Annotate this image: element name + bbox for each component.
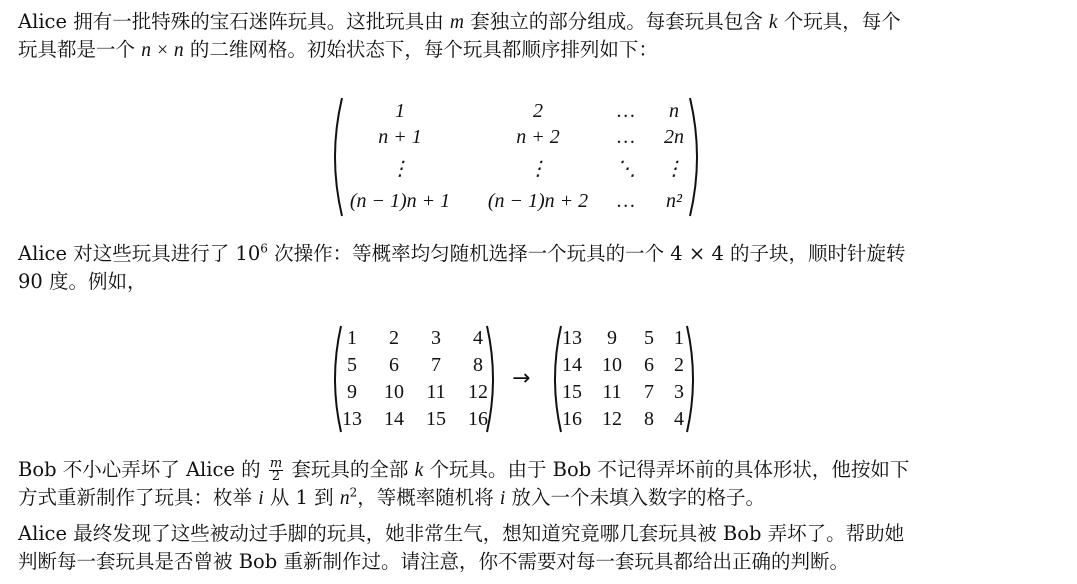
right-paren [684, 324, 700, 434]
matrix-cell: 4 [473, 327, 483, 349]
square-exponent: 2 [349, 485, 358, 500]
matrix-cell: n + 1 [378, 126, 422, 148]
right-paren [686, 96, 706, 218]
power-base: 10 [235, 242, 261, 265]
fraction-m-over-2 [269, 458, 283, 483]
matrix-cell: 5 [347, 354, 357, 376]
matrix-cell: 6 [644, 354, 654, 376]
matrix-cell: 16 [468, 408, 488, 430]
operation-line-2: 90 度。例如， [18, 270, 147, 293]
matrix-cell: 2 [674, 354, 684, 376]
left-paren [326, 96, 346, 218]
matrix-cell: … [617, 100, 635, 122]
matrix-cell: 2 [533, 100, 543, 122]
text-run: 个玩具。由于 Bob 不记得弄坏前的具体形状，他按如下 [423, 458, 910, 481]
matrix-cell: n [669, 100, 679, 122]
matrix-cell: n² [666, 190, 682, 212]
paragraph-intro [18, 8, 1058, 64]
paragraph-operation [18, 240, 1058, 296]
var-m: m [449, 12, 465, 33]
text-run: 放入一个未填入数字的格子。 [505, 486, 766, 509]
text-run: 的子块，顺时针旋转 [723, 242, 906, 265]
matrix-cell: 6 [389, 354, 399, 376]
intro-line-2 [18, 36, 1058, 64]
text-run: 次操作：等概率均匀随机选择一个玩具的一个 [267, 242, 671, 265]
text-run: 方式重新制作了玩具：枚举 [18, 486, 259, 509]
matrix-cell: 2 [389, 327, 399, 349]
matrix-cell: (n − 1)n + 2 [487, 190, 589, 212]
matrix-cell: ⋱ [616, 158, 636, 180]
matrix-cell: 5 [644, 327, 654, 349]
matrix-cell: ⋮ [664, 158, 684, 180]
var-i: i [258, 488, 264, 509]
text-run: 套玩具的全部 [285, 458, 415, 481]
matrix-cell: 14 [562, 354, 582, 376]
matrix-cell: n + 2 [516, 126, 560, 148]
matrix-cell: 11 [426, 381, 446, 403]
matrix-cell: 2n [664, 126, 684, 148]
fraction-denominator: 2 [271, 469, 281, 484]
text-run: Alice 拥有一批特殊的宝石迷阵玩具。这批玩具由 [18, 10, 450, 33]
matrix-cell: 7 [644, 381, 654, 403]
text-run: 套独立的部分组成。每套玩具包含 [464, 10, 769, 33]
matrix-cell: 13 [562, 327, 582, 349]
bob-line-1 [18, 456, 1058, 484]
paragraph-goal [18, 520, 1058, 576]
matrix-cell: 10 [384, 381, 404, 403]
matrix-cell: 15 [562, 381, 582, 403]
intro-line-1 [18, 8, 1058, 36]
var-k: k [414, 460, 424, 481]
matrix-cell: 15 [426, 408, 446, 430]
goal-line-1: Alice 最终发现了这些被动过手脚的玩具，她非常生气，想知道究竟哪几套玩具被 Bob 弄坏了。帮助她 [18, 522, 905, 545]
matrix-cell: 7 [431, 354, 441, 376]
matrix-cell: ⋮ [390, 158, 410, 180]
example-before-matrix [328, 324, 498, 434]
matrix-cell: 1 [395, 100, 405, 122]
matrix-cell: 16 [562, 408, 582, 430]
var-n: n [339, 488, 350, 509]
text-run: 玩具都是一个 [18, 38, 142, 61]
expr-4x4: 4 × 4 [670, 242, 724, 265]
matrix-cell: 1 [347, 327, 357, 349]
text-run: Alice 对这些玩具进行了 [18, 242, 236, 265]
var-i: i [499, 488, 506, 509]
matrix-cell: 14 [384, 408, 404, 430]
matrix-cell: 9 [347, 381, 357, 403]
power-exponent: 6 [260, 241, 268, 256]
goal-line-2: 判断每一套玩具是否曾被 Bob 重新制作过。请注意，你不需要对每一套玩具都给出正确的判断。 [18, 550, 849, 573]
matrix-cell: 1 [674, 327, 684, 349]
initial-grid-matrix [326, 96, 706, 218]
matrix-cell: … [617, 190, 635, 212]
bob-line-2 [18, 484, 1058, 512]
text-run: 的二维网格。初始状态下，每个玩具都顺序排列如下： [183, 38, 658, 61]
fraction-numerator: m [269, 456, 283, 471]
text-run: ，等概率随机将 [357, 486, 500, 509]
example-after-matrix [548, 324, 698, 434]
matrix-cell: … [617, 126, 635, 148]
matrix-cell: 13 [342, 408, 362, 430]
matrix-cell: 4 [674, 408, 684, 430]
matrix-cell: 8 [644, 408, 654, 430]
text-run: 个玩具，每个 [777, 10, 901, 33]
matrix-cell: ⋮ [528, 158, 548, 180]
rotation-arrow: → [512, 366, 531, 391]
expr-n-times-n: n × n [141, 40, 184, 61]
matrix-cell: 9 [607, 327, 617, 349]
text-run: 从 1 到 [263, 486, 340, 509]
matrix-cell: 11 [602, 381, 622, 403]
matrix-cell: 8 [473, 354, 483, 376]
var-k: k [768, 12, 778, 33]
matrix-cell: 12 [468, 381, 488, 403]
operation-line-1 [18, 240, 1058, 268]
matrix-cell: 3 [674, 381, 684, 403]
matrix-cell: 10 [602, 354, 622, 376]
matrix-cell: 3 [431, 327, 441, 349]
matrix-cell: 12 [602, 408, 622, 430]
matrix-cell: (n − 1)n + 1 [349, 190, 451, 212]
text-run: Bob 不小心弄坏了 Alice 的 [18, 458, 267, 481]
paragraph-bob [18, 456, 1058, 512]
